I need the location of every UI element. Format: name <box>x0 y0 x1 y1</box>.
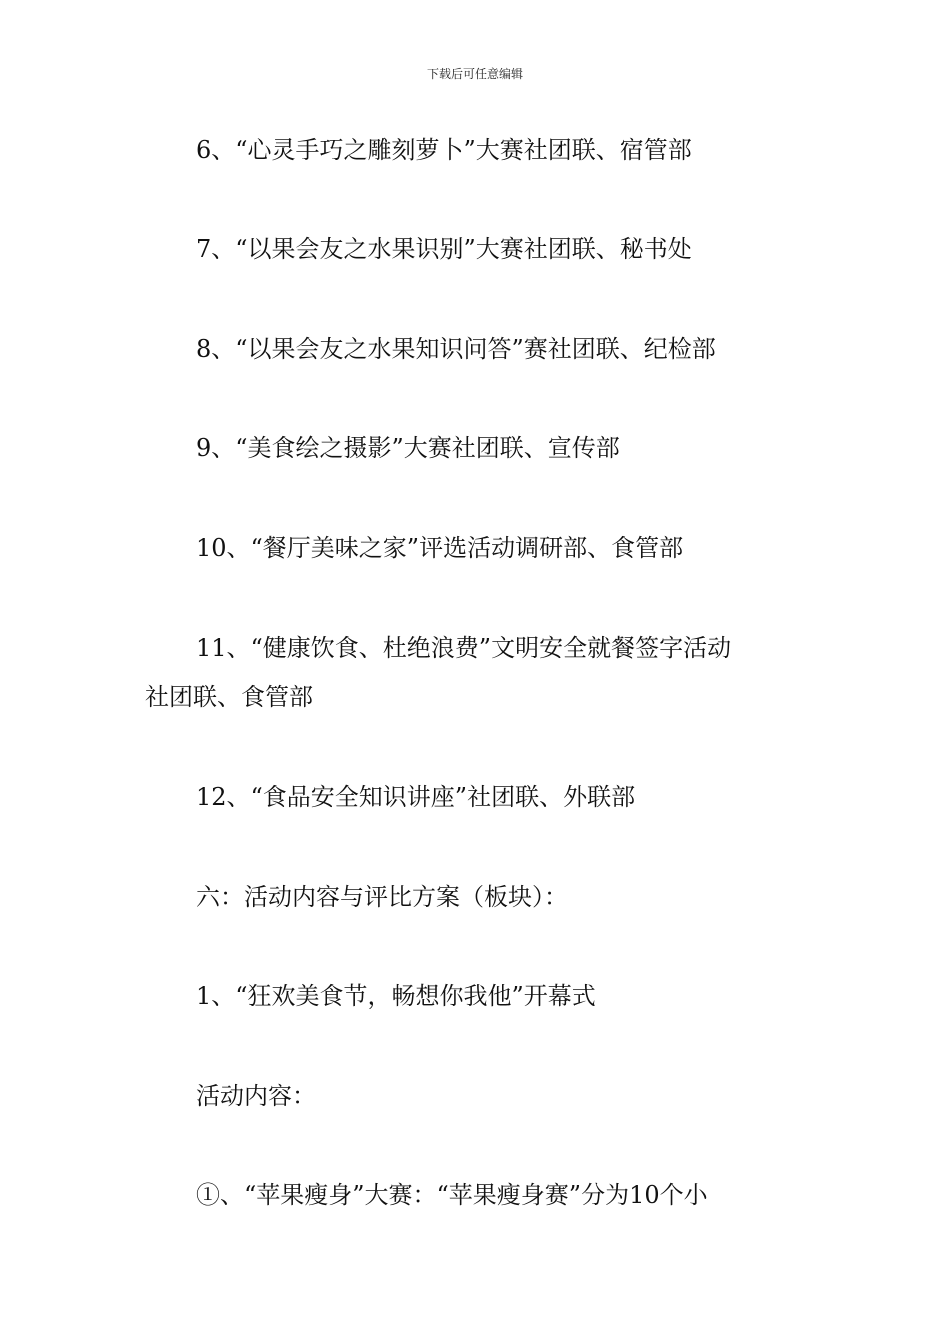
sub-item-1: 1、“狂欢美食节，畅想你我他”开幕式 <box>196 982 596 1010</box>
list-item-12: 12、“食品安全知识讲座”社团联、外联部 <box>196 783 636 811</box>
list-item-9: 9、“美食绘之摄影”大赛社团联、宣传部 <box>196 434 620 462</box>
section-heading-6: 六：活动内容与评比方案（板块）： <box>196 883 568 911</box>
list-item-6: 6、“心灵手巧之雕刻萝卜”大赛社团联、宿管部 <box>196 136 692 164</box>
activity-content-label: 活动内容： <box>196 1082 316 1110</box>
list-item-10: 10、“餐厅美味之家”评选活动调研部、食管部 <box>196 534 684 562</box>
list-item-8: 8、“以果会友之水果知识问答”赛社团联、纪检部 <box>196 335 716 363</box>
activity-item-1: ①、“苹果瘦身”大赛：“苹果瘦身赛”分为10个小 <box>196 1181 708 1209</box>
page-header-note: 下载后可任意编辑 <box>426 67 523 81</box>
list-item-11: 11、“健康饮食、杜绝浪费”文明安全就餐签字活动 <box>196 634 732 662</box>
list-item-7: 7、“以果会友之水果识别”大赛社团联、秘书处 <box>196 235 692 263</box>
list-item-11-continuation: 社团联、食管部 <box>145 683 313 711</box>
